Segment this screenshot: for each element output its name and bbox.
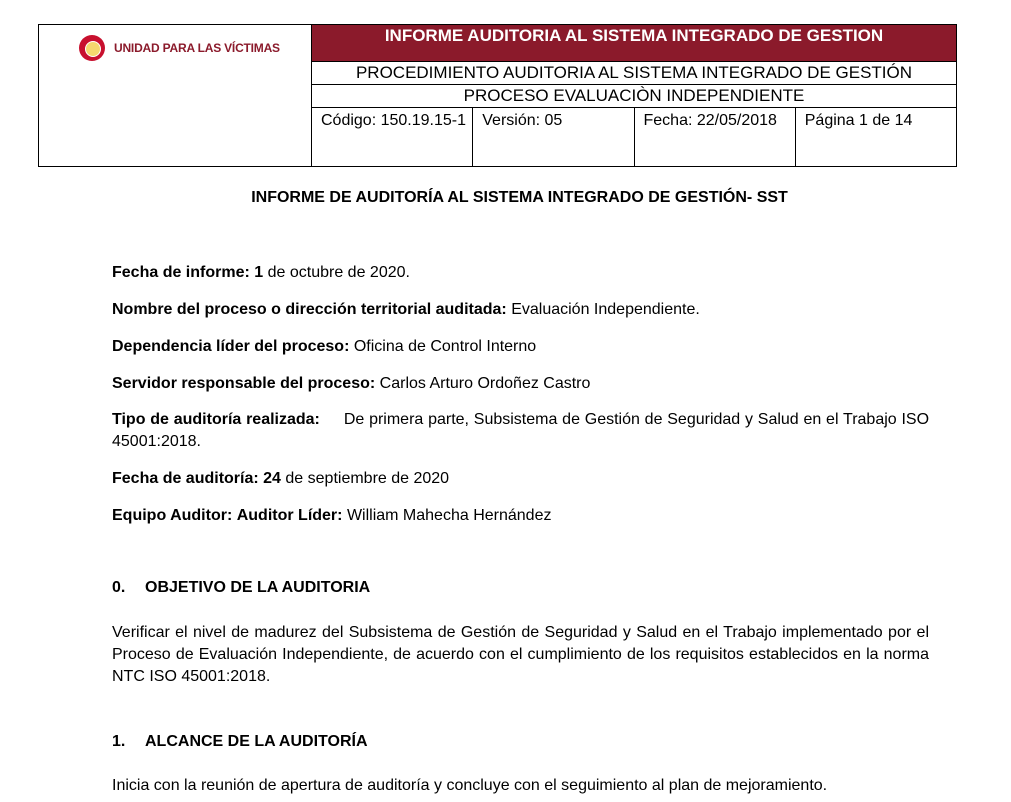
- coat-of-arms-icon: [79, 35, 105, 61]
- responsible-value: Carlos Arturo Ordoñez Castro: [379, 375, 591, 392]
- field-report-date: [112, 262, 929, 284]
- field-lead-dependency: [112, 336, 929, 358]
- process-name-value: Evaluación Independiente.: [511, 301, 700, 318]
- field-audit-type: [112, 409, 929, 453]
- field-audit-date: [112, 468, 929, 490]
- section-number: 0.: [112, 579, 126, 596]
- audit-date-day: 24: [263, 470, 281, 487]
- document-code: Código: 150.19.15-1: [312, 108, 473, 167]
- lead-auditor-value: William Mahecha Hernández: [346, 507, 552, 524]
- document-header-table: [38, 24, 957, 167]
- section-heading-objective: [112, 579, 370, 597]
- field-audit-team: [112, 505, 929, 527]
- report-date-value: de octubre de 2020.: [267, 264, 410, 281]
- page-number: Página 1 de 14: [795, 108, 956, 167]
- lead-dependency-label: Dependencia líder del proceso:: [112, 338, 350, 355]
- lead-auditor-label: Auditor Líder:: [236, 507, 343, 524]
- audit-team-label: Equipo Auditor:: [112, 507, 233, 524]
- audit-date-label: Fecha de auditoría:: [112, 470, 259, 487]
- section-heading-scope: [112, 733, 368, 751]
- logo: [79, 35, 311, 61]
- section-title: OBJETIVO DE LA AUDITORIA: [145, 579, 371, 596]
- document-title: INFORME DE AUDITORÍA AL SISTEMA INTEGRADO DE GESTIÓN- SST: [251, 189, 788, 206]
- responsible-label: Servidor responsable del proceso:: [112, 375, 376, 392]
- section-number: 1.: [112, 733, 126, 750]
- document-version: Versión: 05: [473, 108, 634, 167]
- audit-type-label: Tipo de auditoría realizada:: [112, 411, 320, 428]
- process-name-label: Nombre del proceso o dirección territorial auditada:: [112, 301, 507, 318]
- logo-text: UNIDAD PARA LAS VÍCTIMAS: [114, 41, 280, 55]
- process-name: PROCESO EVALUACIÒN INDEPENDIENTE: [312, 85, 957, 108]
- audit-date-value: de septiembre de 2020: [285, 470, 450, 487]
- field-responsible: [112, 373, 929, 395]
- procedure-name: PROCEDIMIENTO AUDITORIA AL SISTEMA INTEGRADO DE GESTIÓN: [312, 62, 957, 85]
- logo-cell: [39, 25, 312, 167]
- field-process-name: [112, 299, 929, 321]
- section-text-scope: Inicia con la reunión de apertura de auditoría y concluye con el seguimiento al plan de mejoramiento.: [112, 777, 828, 794]
- document-date: Fecha: 22/05/2018: [634, 108, 795, 167]
- section-text-objective: Verificar el nivel de madurez del Subsistema de Gestión de Seguridad y Salud en el Trabajo implementado por el Proceso de Evaluación Independiente, de acuerdo con el cumplimiento de los requisitos establecidos en la norma NTC ISO 45001:2018.: [112, 624, 929, 685]
- section-title: ALCANCE DE LA AUDITORÍA: [145, 733, 368, 750]
- audit-type-value: De primera parte, Subsistema de Gestión de Seguridad y Salud en el Trabajo ISO 45001:2018.: [112, 411, 930, 450]
- lead-dependency-value: Oficina de Control Interno: [353, 338, 537, 355]
- report-title: INFORME AUDITORIA AL SISTEMA INTEGRADO DE GESTION: [312, 25, 957, 62]
- report-date-day: 1: [254, 264, 264, 281]
- report-date-label: Fecha de informe:: [112, 264, 250, 281]
